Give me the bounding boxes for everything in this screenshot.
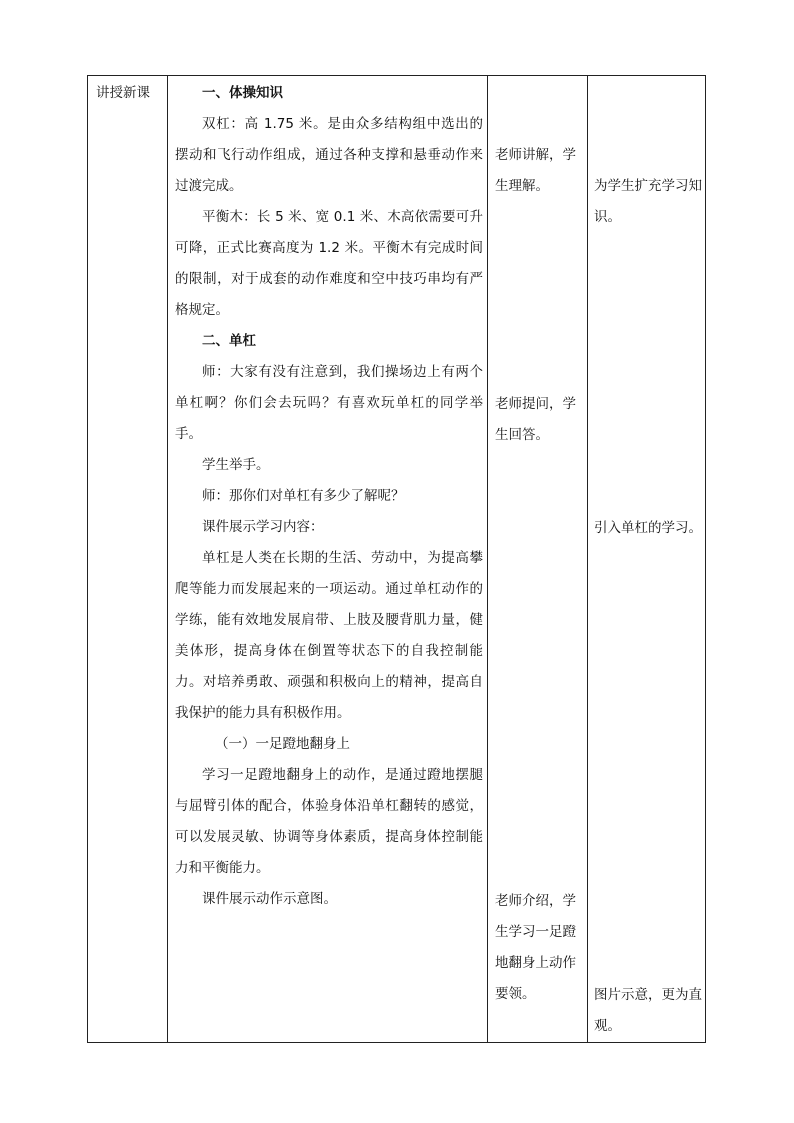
activity-2: 老师提问，学生回答。 [495, 396, 576, 443]
paragraph-teacher-followup: 师：那你们对单杠有多少了解呢？ [202, 488, 405, 504]
paragraph-balance-beam: 平衡木：长 5 米、宽 0.1 米、木高依需要可升可降，正式比赛高度为 1.2 米。平衡木有完成时间的限制，对于成套的动作难度和空中技巧串均有严格规定。 [175, 209, 483, 318]
paragraph-parallel-bars: 双杠：高 1.75 米。是由众多结构组中选出的摆动和飞行动作组成，通过各种支撑和悬垂动作来过渡完成。 [175, 116, 483, 194]
teaching-content [175, 78, 483, 915]
paragraph-students-raise-hands: 学生举手。 [202, 457, 270, 473]
column-divider [587, 76, 588, 1042]
subheading-one-foot-kick-up: （一）一足蹬地翻身上 [215, 736, 350, 752]
intent-1: 为学生扩充学习知识。 [594, 178, 702, 225]
column-divider [487, 76, 488, 1042]
paragraph-teacher-question: 师：大家有没有注意到，我们操场边上有两个单杠啊？你们会去玩吗？有喜欢玩单杠的同学举手。 [175, 364, 483, 442]
heading-gymnastics-knowledge: 一、体操知识 [202, 85, 283, 101]
paragraph-courseware-content: 课件展示学习内容： [202, 519, 324, 535]
paragraph-learning-goal: 学习一足蹬地翻身上的动作，是通过蹬地摆腿与屈臂引体的配合，体验身体沿单杠翻转的感觉，可以发展灵敏、协调等身体素质，提高身体控制能力和平衡能力。 [175, 767, 483, 876]
paragraph-courseware-diagram: 课件展示动作示意图。 [202, 891, 337, 907]
activity-3: 老师介绍，学生学习一足蹬地翻身上动作要领。 [495, 893, 576, 1002]
section-label: 讲授新课 [96, 85, 150, 101]
paragraph-horizontal-bar-intro: 单杠是人类在长期的生活、劳动中，为提高攀爬等能力而发展起来的一项运动。通过单杠动作的学练，能有效地发展肩带、上肢及腰背肌力量，健美体形，提高身体在倒置等状态下的自我控制能力。对培养勇敢、顽强和积极向上的精神，提高自我保护的能力具有积极作用。 [175, 550, 483, 721]
intent-2: 引入单杠的学习。 [594, 520, 702, 536]
heading-horizontal-bar: 二、单杠 [202, 333, 256, 349]
lesson-table [87, 75, 706, 1043]
activity-1: 老师讲解，学生理解。 [495, 147, 576, 194]
column-divider [167, 76, 168, 1042]
intent-3: 图片示意，更为直观。 [594, 987, 702, 1034]
